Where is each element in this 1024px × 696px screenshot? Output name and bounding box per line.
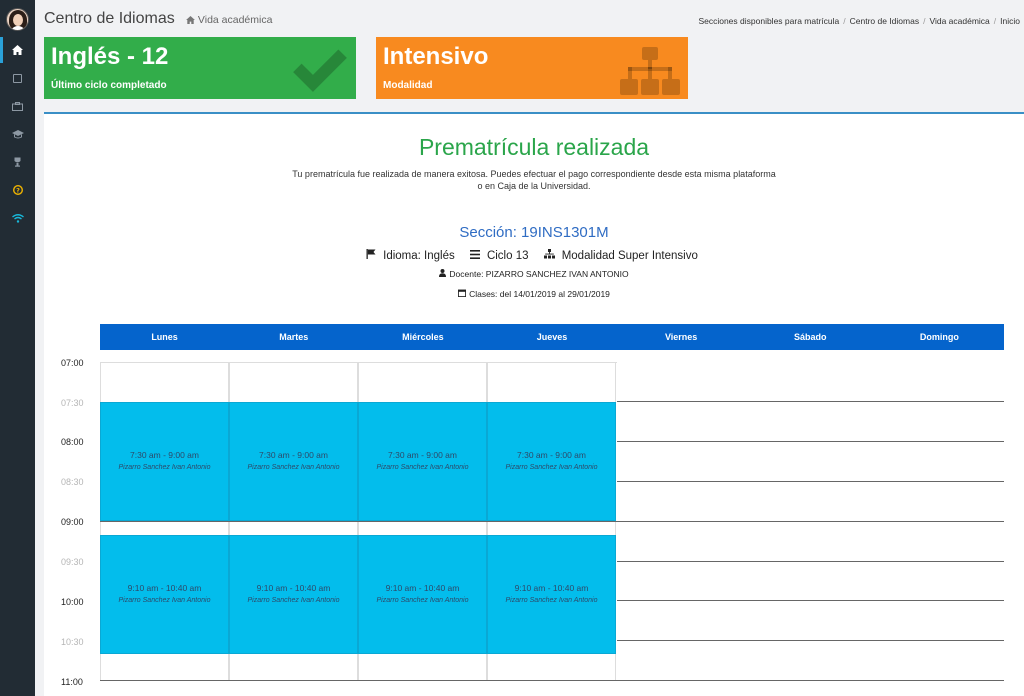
breadcrumb-item[interactable]: Centro de Idiomas: [849, 16, 920, 26]
event-teacher: Pizarro Sanchez Ivan Antonio: [118, 464, 211, 471]
event-teacher: Pizarro Sanchez Ivan Antonio: [247, 464, 340, 471]
time-label: 07:00: [61, 358, 84, 368]
time-label: 09:00: [61, 517, 84, 527]
app-subtitle: Vida académica: [186, 14, 272, 26]
event-teacher: Pizarro Sanchez Ivan Antonio: [118, 597, 211, 604]
time-label: 10:30: [61, 637, 84, 647]
breadcrumb-item[interactable]: Secciones disponibles para matrícula: [698, 16, 840, 26]
class-event[interactable]: [229, 535, 358, 654]
graduation-cap-icon[interactable]: [0, 125, 35, 143]
card-label: Último ciclo completado: [51, 80, 167, 91]
event-time: 9:10 am - 10:40 am: [127, 583, 202, 593]
time-label: 09:30: [61, 557, 84, 567]
event-teacher: Pizarro Sanchez Ivan Antonio: [505, 464, 598, 471]
day-martes: Martes: [279, 332, 309, 342]
section-modality: Modalidad Super Intensivo: [561, 250, 698, 262]
grid-line: [617, 640, 1004, 641]
day-miercoles: Miércoles: [402, 332, 444, 342]
event-time: 9:10 am - 10:40 am: [385, 583, 460, 593]
user-icon: [439, 269, 446, 277]
event-time: 9:10 am - 10:40 am: [256, 583, 331, 593]
day-jueves: Jueves: [536, 332, 568, 342]
event-time: 7:30 am - 9:00 am: [259, 450, 328, 460]
card-label: Modalidad: [383, 80, 433, 91]
grid-line: [617, 441, 1004, 442]
section-teacher: Docente: PIZARRO SANCHEZ IVAN ANTONIO: [44, 269, 1024, 279]
class-event[interactable]: [229, 402, 358, 521]
class-event[interactable]: [358, 402, 487, 521]
result-description: Tu prematrícula fue realizada de manera exitosa. Puedes efectuar el pago correspondiente desde esta misma plataforma o en Caja de la Universidad.: [292, 169, 776, 191]
event-time: 7:30 am - 9:00 am: [517, 450, 586, 460]
home-icon: [186, 16, 195, 24]
breadcrumb-item[interactable]: Inicio: [1000, 16, 1020, 26]
grid-line: [617, 561, 1004, 562]
section-title: Sección: 19INS1301M: [459, 224, 609, 241]
breadcrumb: Secciones disponibles para matrícula / Centro de Idiomas / Vida académica / Inicio: [698, 16, 1020, 26]
class-event[interactable]: [100, 402, 229, 521]
home-icon[interactable]: [0, 41, 35, 59]
svg-text:?: ?: [15, 186, 20, 195]
sitemap-icon: [544, 249, 555, 259]
section-meta: [44, 249, 1024, 262]
event-time: 7:30 am - 9:00 am: [388, 450, 457, 460]
day-viernes: Viernes: [664, 332, 698, 342]
grid-line: [617, 600, 1004, 601]
check-icon: [293, 38, 347, 92]
day-lunes: Lunes: [151, 332, 178, 342]
time-label: 11:00: [61, 677, 83, 687]
app-title: Centro de Idiomas: [44, 10, 175, 27]
time-label: 08:30: [61, 477, 84, 487]
time-label: 07:30: [61, 398, 84, 408]
sidebar: [0, 0, 35, 696]
section-cycle: Ciclo 13: [486, 250, 529, 262]
breadcrumb-item[interactable]: Vida académica: [929, 16, 990, 26]
event-time: 7:30 am - 9:00 am: [130, 450, 199, 460]
grid-line: [100, 521, 1004, 522]
calendar-icon[interactable]: [0, 69, 35, 87]
class-event[interactable]: [100, 535, 229, 654]
section-language: Idioma: Inglés: [383, 250, 455, 262]
briefcase-icon[interactable]: [0, 97, 35, 115]
time-label: 08:00: [61, 437, 84, 447]
event-time: 9:10 am - 10:40 am: [514, 583, 589, 593]
event-teacher: Pizarro Sanchez Ivan Antonio: [247, 597, 340, 604]
grid-line: [100, 680, 1004, 681]
day-sabado: Sábado: [794, 332, 827, 342]
grid-line: [617, 401, 1004, 402]
help-icon[interactable]: [0, 181, 35, 199]
section-dates: Clases: del 14/01/2019 al 29/01/2019: [44, 289, 1024, 299]
grid-line: [617, 481, 1004, 482]
sitemap-icon: [618, 45, 682, 97]
trophy-icon[interactable]: [0, 153, 35, 171]
wifi-icon[interactable]: [0, 209, 35, 227]
class-event[interactable]: [358, 535, 487, 654]
result-title: Prematrícula realizada: [418, 134, 650, 160]
modality-card: [376, 37, 688, 99]
flag-icon: [366, 249, 376, 259]
time-label: 10:00: [61, 597, 84, 607]
class-event[interactable]: [487, 402, 616, 521]
class-event[interactable]: [487, 535, 616, 654]
event-teacher: Pizarro Sanchez Ivan Antonio: [376, 597, 469, 604]
schedule-day-header: [100, 324, 1004, 350]
list-icon: [470, 250, 480, 259]
event-teacher: Pizarro Sanchez Ivan Antonio: [505, 597, 598, 604]
last-cycle-card: [44, 37, 356, 99]
avatar[interactable]: [6, 8, 29, 31]
event-teacher: Pizarro Sanchez Ivan Antonio: [376, 464, 469, 471]
card-value: Inglés - 12: [51, 43, 169, 70]
card-value: Intensivo: [383, 43, 489, 70]
calendar-icon: [458, 289, 466, 297]
day-domingo: Domingo: [919, 332, 959, 342]
